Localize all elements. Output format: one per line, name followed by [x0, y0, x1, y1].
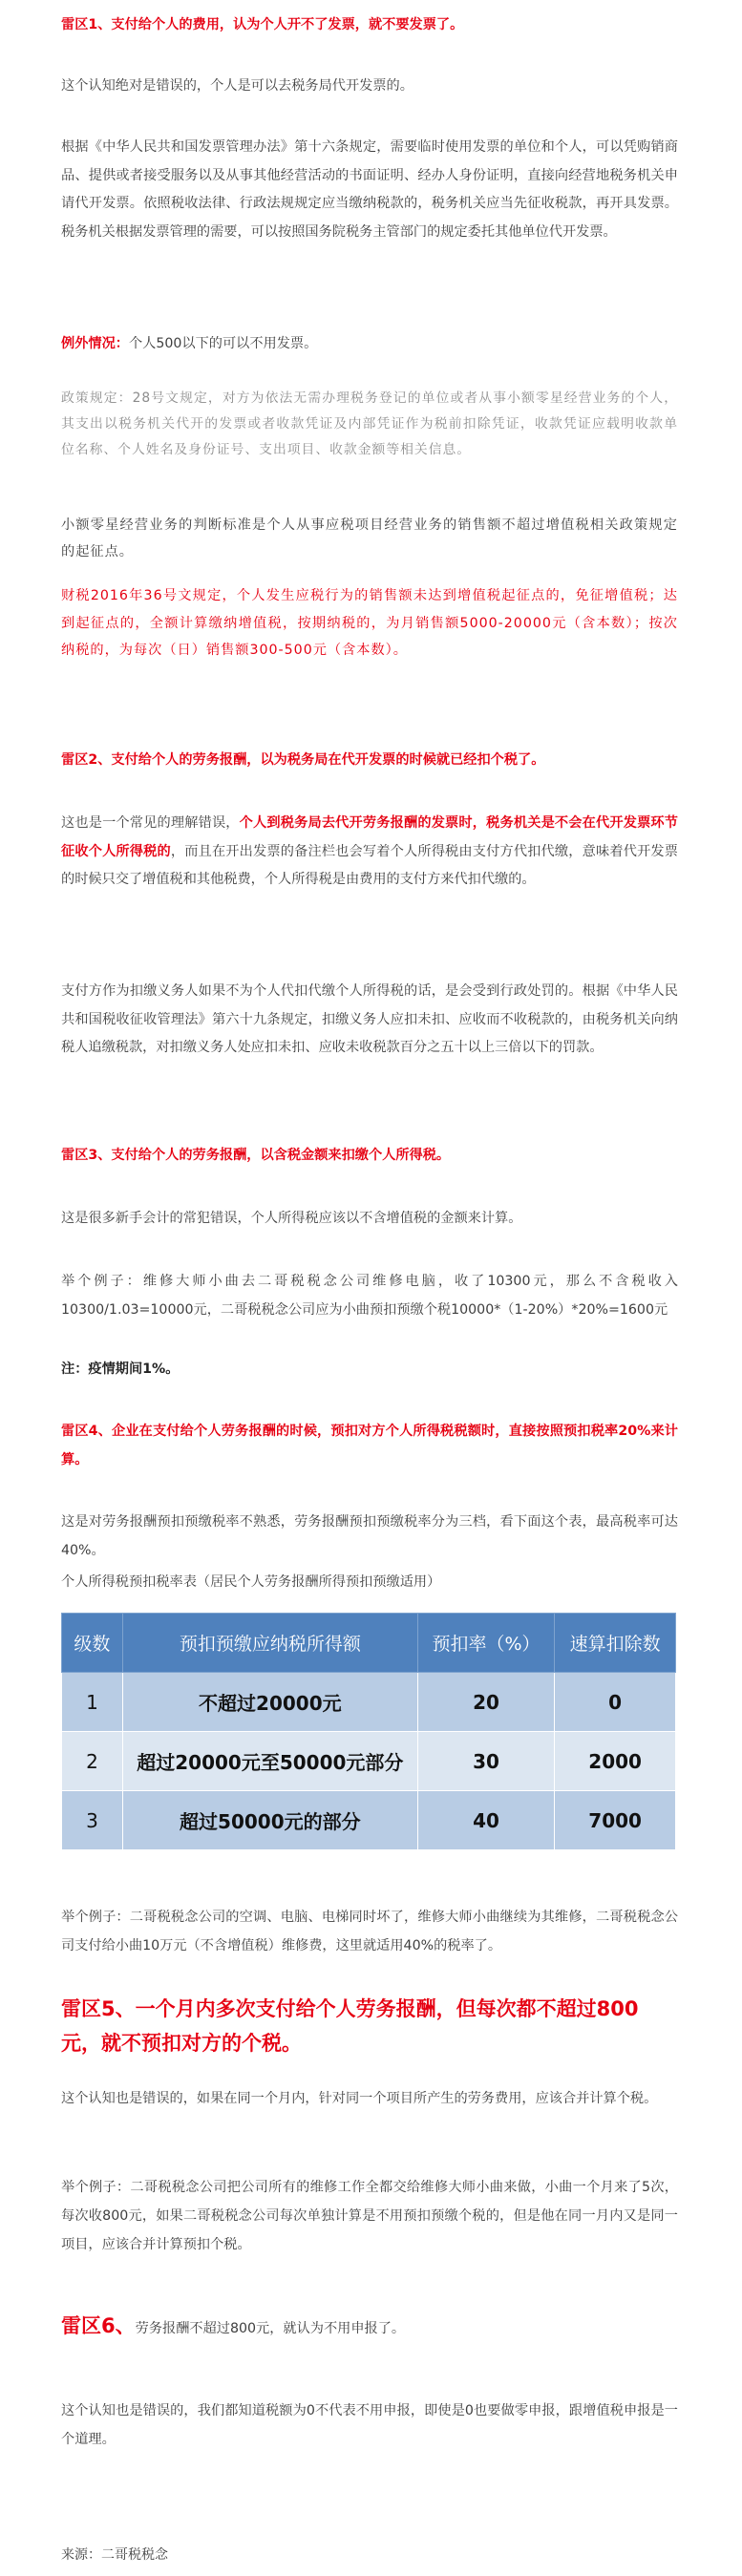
- th-level: 级数: [62, 1614, 123, 1673]
- section6-p1: 这个认知也是错误的，我们都知道税额为0不代表不用申报，即使是0也要做零申报，跟增值税申报是一个道理。: [61, 2403, 678, 2447]
- section2-p2: 支付方作为扣缴义务人如果不为个人代扣代缴个人所得税的话，是会受到行政处罚的。根据《中华人民共和国税收征收管理法》第六十九条规定，扣缴义务人应扣未扣、应收而不收税款的，由税务机关向纳税人追缴税款，对扣缴义务人处应扣未扣、应收未收税款百分之五十以上三倍以下的罚款。: [61, 983, 678, 1055]
- section1-p2: 根据《中华人民共和国发票管理办法》第十六条规定，需要临时使用发票的单位和个人，可以凭购销商品、提供或者接受服务以及从事其他经营活动的书面证明、经办人身份证明，直接向经营地税务机关申请代开发票。依照税收法律、行政法规规定应当缴纳税款的，税务机关应当先征收税款，再开具发票。税务机关根据发票管理的需要，可以按照国务院税务主管部门的规定委托其他单位代开发票。: [61, 139, 678, 240]
- th-taxable-income: 预扣预缴应纳税所得额: [122, 1614, 417, 1673]
- cell-rate: 20: [417, 1673, 554, 1732]
- cell-deduction: 0: [555, 1673, 676, 1732]
- section3-p1: 这是很多新手会计的常犯错误，个人所得税应该以不含增值税的金额来计算。: [61, 1211, 522, 1226]
- section3-heading: 雷区3、支付给个人的劳务报酬，以含税金额来扣缴个人所得税。: [61, 1148, 451, 1163]
- cell-level: 1: [62, 1673, 123, 1732]
- section4-heading: 雷区4、企业在支付给个人劳务报酬的时候，预扣对方个人所得税税额时，直接按照预扣税率20%来计算。: [61, 1424, 678, 1467]
- section1-p1: 这个认知绝对是错误的，个人是可以去税务局代开发票的。: [61, 78, 413, 94]
- table-row: [62, 1791, 676, 1850]
- cell-income: 超过50000元的部分: [122, 1791, 417, 1850]
- section1-exception: [61, 330, 678, 357]
- cell-deduction: 2000: [555, 1732, 676, 1791]
- section4-p2: 举个例子：二哥税税念公司的空调、电脑、电梯同时坏了，维修大师小曲继续为其维修，二哥税税念公司支付给小曲10万元（不含增值税）维修费，这里就适用40%的税率了。: [61, 1910, 678, 1953]
- cell-rate: 30: [417, 1732, 554, 1791]
- cell-income: 不超过20000元: [122, 1673, 417, 1732]
- th-rate: 预扣率（%）: [417, 1614, 554, 1673]
- section6-heading: [61, 2309, 678, 2343]
- section1-caishui: 财税2016年36号文规定，个人发生应税行为的销售额未达到增值税起征点的，免征增值税；达到起征点的，全额计算缴纳增值税，按期纳税的，为月销售额5000-20000元（含本数）；按次纳税的，为每次（日）销售额300-500元（含本数）。: [61, 588, 678, 658]
- section6-heading-label: 雷区6、: [61, 2314, 136, 2337]
- section2-p1: [61, 810, 678, 895]
- table-row: [62, 1673, 676, 1732]
- section1-standard: 小额零星经营业务的判断标准是个人从事应税项目经营业务的销售额不超过增值税相关政策规定的起征点。: [61, 517, 678, 560]
- section1-policy: 政策规定：28号文规定，对方为依法无需办理税务登记的单位或者从事小额零星经营业务的个人，其支出以税务机关代开的发票或者收款凭证及内部凭证作为税前扣除凭证，收款凭证应载明收款单位名称、个人姓名及身份证号、支出项目、收款金额等相关信息。: [61, 391, 678, 457]
- cell-deduction: 7000: [555, 1791, 676, 1850]
- th-quick-deduction: 速算扣除数: [555, 1614, 676, 1673]
- section2-p1-a: 这也是一个常见的理解错误，: [61, 815, 240, 831]
- source-line: 来源：二哥税税念: [61, 2547, 168, 2563]
- section3-note: 注：疫情期间1%。: [61, 1362, 180, 1377]
- tax-rate-table: [61, 1613, 676, 1850]
- cell-level: 2: [62, 1732, 123, 1791]
- section6-heading-text: 劳务报酬不超过800元，就认为不用申报了。: [135, 2321, 406, 2336]
- section1-heading: 雷区1、支付给个人的费用，认为个人开不了发票，就不要发票了。: [61, 17, 464, 32]
- exception-text: 个人500以下的可以不用发票。: [128, 336, 318, 351]
- exception-label: 例外情况：: [61, 336, 129, 351]
- section3-p2: 举个例子：维修大师小曲去二哥税税念公司维修电脑，收了10300元，那么不含税收入10300/1.03=10000元，二哥税税念公司应为小曲预扣预缴个税10000*（1-20%）*20%=1600元: [61, 1274, 678, 1318]
- section4-p1: 这是对劳务报酬预扣预缴税率不熟悉，劳务报酬预扣预缴税率分为三档，看下面这个表，最高税率可达40%。: [61, 1514, 678, 1558]
- section2-heading: 雷区2、支付给个人的劳务报酬，以为税务局在代开发票的时候就已经扣个税了。: [61, 752, 545, 768]
- cell-rate: 40: [417, 1791, 554, 1850]
- section5-p2: 举个例子：二哥税税念公司把公司所有的维修工作全都交给维修大师小曲来做，小曲一个月来了5次，每次收800元，如果二哥税税念公司每次单独计算是不用预扣预缴个税的，但是他在同一月内又是同一项目，应该合并计算预扣个税。: [61, 2180, 678, 2252]
- section5-p1: 这个认知也是错误的，如果在同一个月内，针对同一个项目所产生的劳务费用，应该合并计算个税。: [61, 2091, 658, 2106]
- section2-p1-highlight: 个人到税务局去代开劳务报酬的发票时，税务机关是不会在代开发票环节征收个人所得税的: [61, 815, 678, 859]
- section4-table-caption: 个人所得税预扣税率表（居民个人劳务报酬所得预扣预缴适用）: [61, 1574, 441, 1590]
- cell-income: 超过20000元至50000元部分: [122, 1732, 417, 1791]
- table-row: [62, 1732, 676, 1791]
- section5-heading: 雷区5、一个月内多次支付给个人劳务报酬，但每次都不超过800元，就不预扣对方的个税。: [61, 1997, 639, 2055]
- cell-level: 3: [62, 1791, 123, 1850]
- section2-p1-c: ，而且在开出发票的备注栏也会写着个人所得税由支付方代扣代缴，意味着代开发票的时候只交了增值税和其他税费，个人所得税是由费用的支付方来代扣代缴的。: [61, 843, 678, 887]
- table-header-row: [62, 1614, 676, 1673]
